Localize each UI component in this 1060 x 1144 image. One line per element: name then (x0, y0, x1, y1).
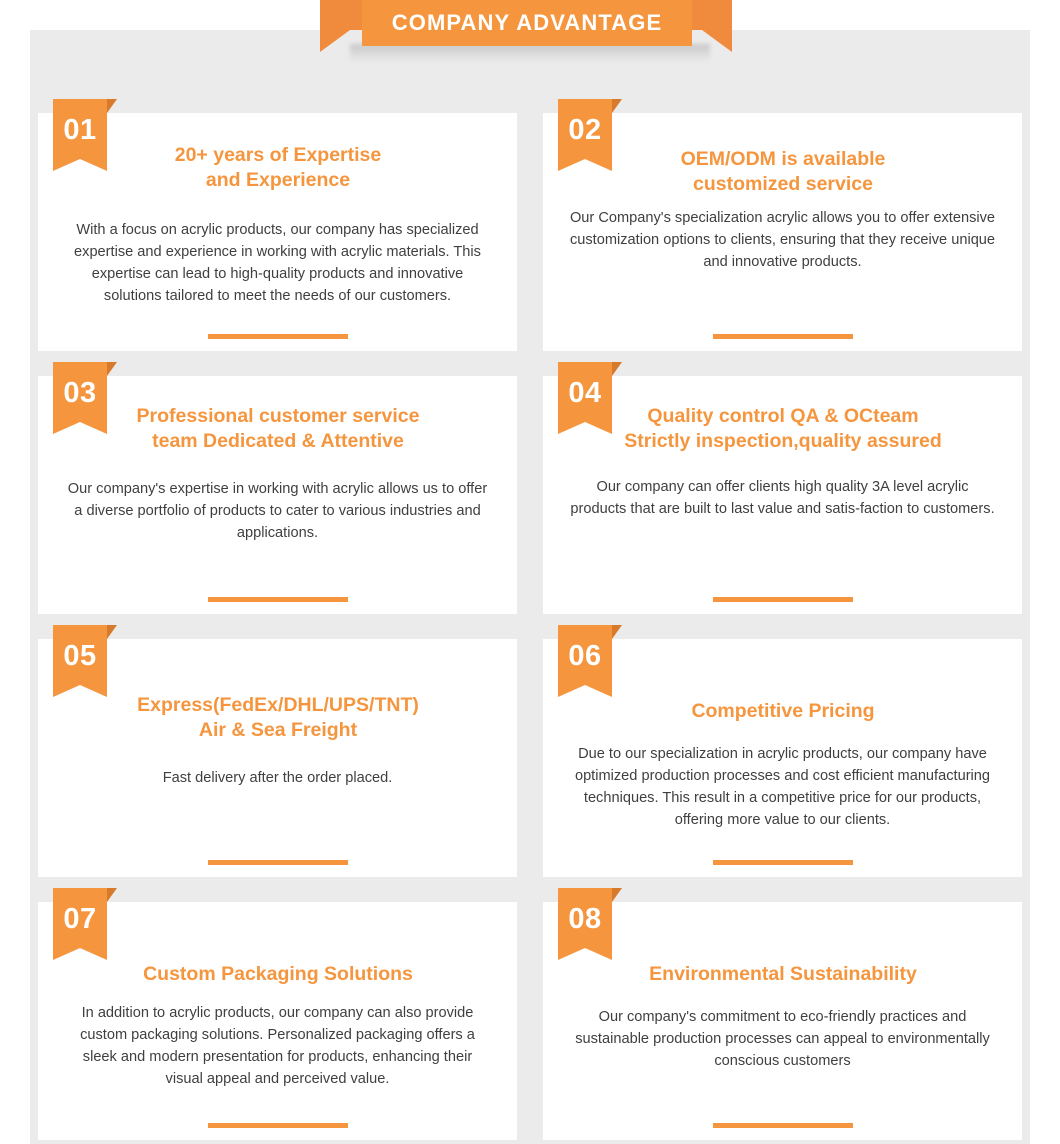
card-underline (713, 597, 853, 602)
card-title (78, 143, 478, 193)
card-title-line-1: OEM/ODM is available (680, 148, 886, 170)
card-title-line-1: Custom Packaging Solutions (143, 963, 413, 985)
section-banner (320, 0, 740, 78)
card-title (78, 962, 478, 987)
card-body-text: Our Company's specialization acrylic allows you to offer extensive customization options to clients, ensuring that they receive unique and innovative products. (569, 210, 996, 270)
card-number-badge: 07 (53, 888, 107, 960)
advantage-card (38, 639, 517, 877)
card-body-text: Fast delivery after the order placed. (162, 770, 393, 786)
card-title (583, 962, 983, 987)
advantage-card (38, 376, 517, 614)
card-number-badge: 01 (53, 99, 107, 171)
card-underline (208, 860, 348, 865)
card-body-text: Due to our specialization in acrylic products, our company have optimized production processes and cost efficient manufacturing techniques. This result in a competitive price for our products, offering more value to our clients. (574, 746, 991, 828)
card-title-line-1: Environmental Sustainability (649, 963, 917, 985)
ribbon-fold-icon (612, 362, 622, 376)
card-title-line-2: team Dedicated & Attentive (152, 430, 404, 452)
card-underline (713, 1123, 853, 1128)
ribbon-fold-icon (107, 888, 117, 902)
advantage-card-grid (38, 113, 1022, 1140)
card-title-line-2: and Experience (205, 169, 351, 191)
card-title (583, 147, 983, 197)
card-number-badge: 05 (53, 625, 107, 697)
advantage-card (543, 902, 1022, 1140)
ribbon-fold-icon (107, 362, 117, 376)
advantage-card (38, 113, 517, 351)
card-title-line-1: Quality control QA & OCteam (647, 405, 919, 427)
card-title (583, 404, 983, 454)
card-number-badge: 08 (558, 888, 612, 960)
card-title-line-1: Competitive Pricing (691, 700, 875, 722)
card-body-text: Our company can offer clients high quality 3A level acrylic products that are built to last value and satis-faction to customers. (570, 479, 995, 517)
advantage-card (38, 902, 517, 1140)
ribbon-fold-icon (612, 625, 622, 639)
card-underline (208, 334, 348, 339)
card-underline (713, 860, 853, 865)
ribbon-fold-icon (612, 888, 622, 902)
card-body-text: Our company's expertise in working with acrylic allows us to offer a diverse portfolio of products to cater to various industries and applications. (67, 481, 488, 541)
card-title-line-1: Express(FedEx/DHL/UPS/TNT) (137, 694, 419, 716)
card-number-badge: 03 (53, 362, 107, 434)
banner-shadow (350, 44, 710, 62)
advantage-card (543, 376, 1022, 614)
advantage-card (543, 113, 1022, 351)
card-underline (713, 334, 853, 339)
card-number-badge: 02 (558, 99, 612, 171)
page-title: COMPANY ADVANTAGE (391, 10, 663, 35)
card-body-text: In addition to acrylic products, our company can also provide custom packaging solutions. Personalized packaging offers a sleek and modern presentation for products, enhancing their visual appeal and perceived value. (80, 1005, 475, 1087)
card-number-badge: 06 (558, 625, 612, 697)
card-number-badge: 04 (558, 362, 612, 434)
ribbon-fold-icon (612, 99, 622, 113)
card-body-text: Our company's commitment to eco-friendly practices and sustainable production processes can appeal to environmentally conscious customers (575, 1009, 990, 1069)
banner-inner (362, 0, 692, 46)
ribbon-fold-icon (107, 625, 117, 639)
card-title (78, 404, 478, 454)
card-title (583, 699, 983, 724)
card-title-line-1: Professional customer service (136, 405, 420, 427)
card-title (78, 693, 478, 743)
advantage-card (543, 639, 1022, 877)
card-title-line-2: customized service (693, 173, 873, 195)
card-title-line-1: 20+ years of Expertise (174, 144, 382, 166)
ribbon-fold-icon (107, 99, 117, 113)
card-title-line-2: Strictly inspection,quality assured (624, 430, 942, 452)
card-underline (208, 1123, 348, 1128)
card-body-text: With a focus on acrylic products, our company has specialized expertise and experience in working with acrylic materials. This expertise can lead to high-quality products and innovative solutions tailored to meet the needs of our customers. (74, 222, 481, 304)
card-underline (208, 597, 348, 602)
card-title-line-2: Air & Sea Freight (198, 719, 358, 741)
